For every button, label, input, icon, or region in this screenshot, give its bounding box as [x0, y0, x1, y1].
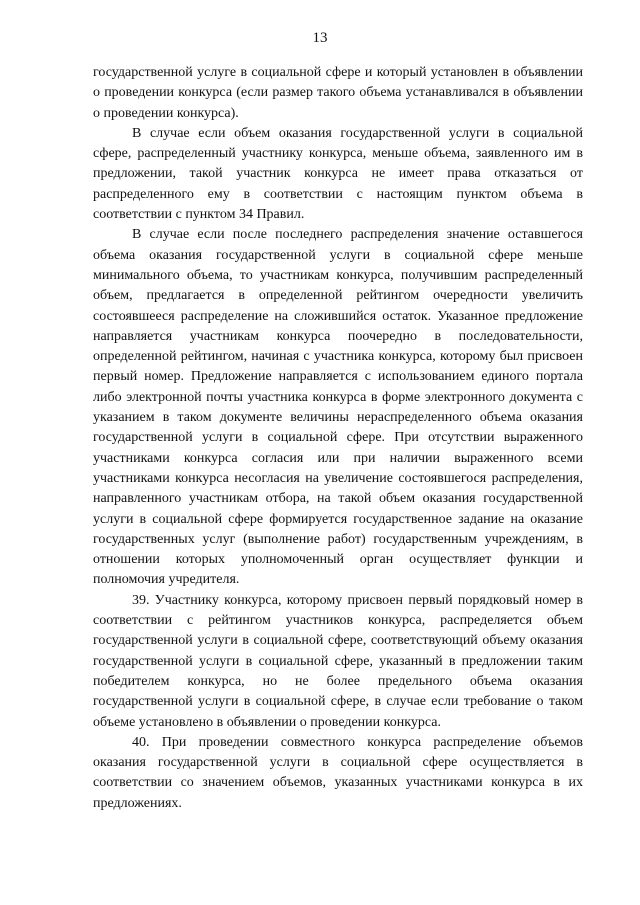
paragraph-volume-less-than-declared: В случае если объем оказания государственной услуги в социальной сфере, распределенный участнику конкурса, меньше объема, заявленного им в предложении, такой участник конкурса не имеет права отказаться от распределенного ему в соответствии с настоящим пунктом объема в соответствии с пунктом 34 Правил. — [93, 125, 583, 223]
paragraph-continuation: государственной услуге в социальной сфере и который установлен в объявлении о проведении конкурса (если размер такого объема устанавливался в объявлении о проведении конкурса). — [93, 65, 583, 121]
paragraph-item-40: 40. При проведении совместного конкурса распределение объемов оказания государственной услуги в социальной сфере осуществляется в соответствии со значением объемов, указанных участниками конкурса в их предложениях. — [93, 734, 583, 811]
paragraph-item-39: 39. Участнику конкурса, которому присвоен первый порядковый номер в соответствии с рейтингом участников конкурса, распределяется объем государственной услуги в социальной сфере, соответствующий объему оказания государственной услуги в социальной сфере, указанный в предложении таким победителем конкурса, но не более предельного объема оказания государственной услуги в социальной сфере, в случае если требование о таком объеме установлено в объявлении о проведении конкурса. — [93, 592, 583, 730]
page-number: 13 — [312, 30, 328, 46]
document-body — [93, 63, 583, 814]
paragraph-remaining-volume: В случае если после последнего распределения значение оставшегося объема оказания государственной услуги в социальной сфере меньше минимального объема, то участникам конкурса, получившим распределенный объем, предлагается в определенной рейтингом очередности увеличить состоявшееся распределение на сложившийся остаток. Указанное предложение направляется участникам конкурса поочередно в последовательности, определенной рейтингом, начиная с участника конкурса, которому был присвоен первый номер. Предложение направляется с использованием единого портала либо электронной почты участника конкурса в форме электронного документа с указанием в таком документе величины нераспределенного объема оказания государственной услуги в социальной сфере. При отсутствии выраженного участниками конкурса согласия или при наличии выраженного всеми участниками конкурса несогласия на увеличение состоявшегося распределения, направленного участникам отбора, на такой объем оказания государственной услуги в социальной сфере формируется государственное задание на оказание государственных услуг (выполнение работ) государственным учреждениям, в отношении которых уполномоченный орган осуществляет функции и полномочия учредителя. — [93, 227, 583, 588]
